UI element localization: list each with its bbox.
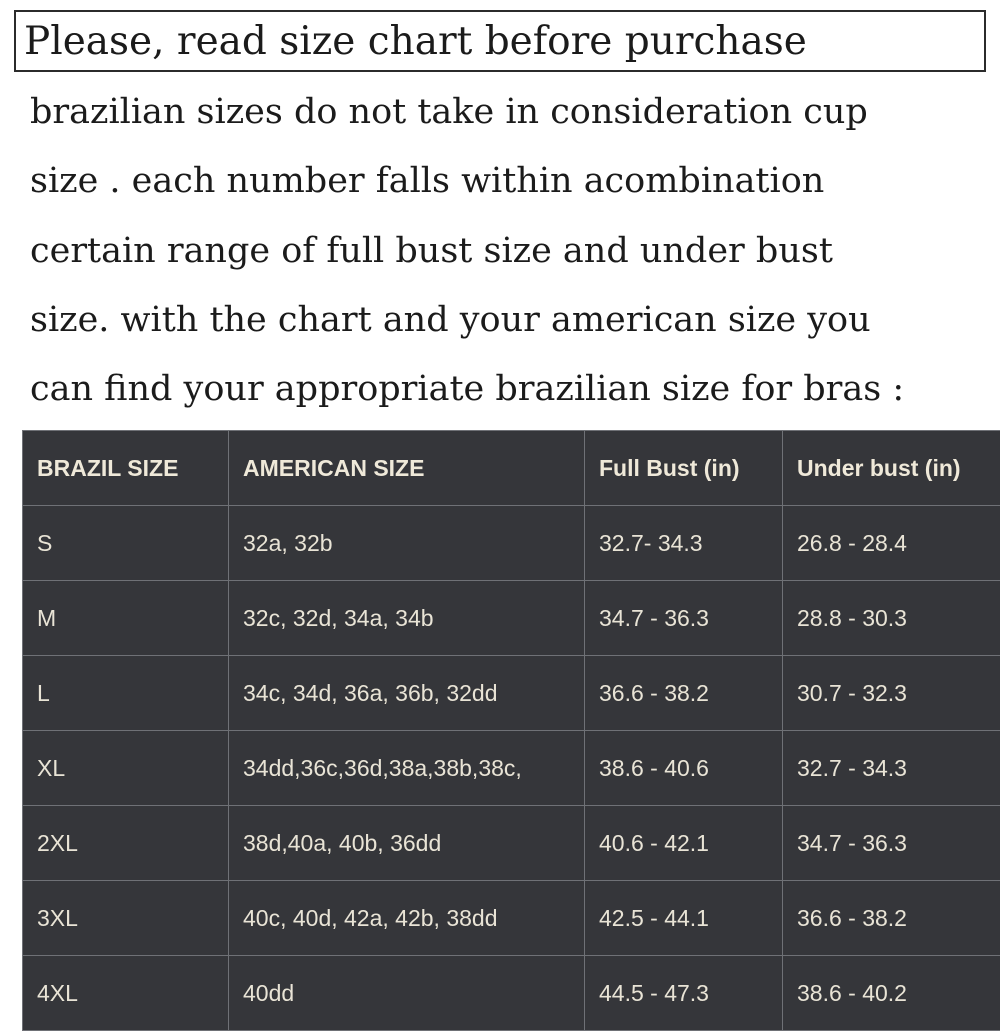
intro-line: can find your appropriate brazilian size for bras : — [30, 355, 984, 424]
intro-paragraph — [12, 76, 988, 424]
intro-line: size. with the chart and your american size you — [30, 286, 984, 355]
table-row — [23, 656, 1000, 731]
cell-brazil-size: 2XL — [23, 806, 229, 881]
cell-full-bust: 32.7- 34.3 — [585, 506, 783, 581]
cell-brazil-size: XL — [23, 731, 229, 806]
cell-american-size: 34dd,36c,36d,38a,38b,38c, — [229, 731, 585, 806]
page-title: Please, read size chart before purchase — [24, 22, 807, 61]
cell-under-bust: 28.8 - 30.3 — [783, 581, 1000, 656]
cell-under-bust: 34.7 - 36.3 — [783, 806, 1000, 881]
table-row — [23, 956, 1000, 1031]
cell-full-bust: 34.7 - 36.3 — [585, 581, 783, 656]
cell-american-size: 40c, 40d, 42a, 42b, 38dd — [229, 881, 585, 956]
table-row — [23, 506, 1000, 581]
cell-brazil-size: S — [23, 506, 229, 581]
cell-full-bust: 40.6 - 42.1 — [585, 806, 783, 881]
column-header-under-bust: Under bust (in) — [783, 431, 1000, 506]
title-banner — [14, 10, 986, 72]
cell-under-bust: 32.7 - 34.3 — [783, 731, 1000, 806]
cell-brazil-size: M — [23, 581, 229, 656]
table-row — [23, 806, 1000, 881]
cell-brazil-size: L — [23, 656, 229, 731]
table-row — [23, 581, 1000, 656]
cell-american-size: 38d,40a, 40b, 36dd — [229, 806, 585, 881]
cell-american-size: 34c, 34d, 36a, 36b, 32dd — [229, 656, 585, 731]
intro-line: certain range of full bust size and under bust — [30, 217, 984, 286]
column-header-full-bust: Full Bust (in) — [585, 431, 783, 506]
cell-brazil-size: 3XL — [23, 881, 229, 956]
cell-under-bust: 30.7 - 32.3 — [783, 656, 1000, 731]
table-header-row — [23, 431, 1000, 506]
column-header-brazil-size: BRAZIL SIZE — [23, 431, 229, 506]
cell-full-bust: 38.6 - 40.6 — [585, 731, 783, 806]
cell-full-bust: 44.5 - 47.3 — [585, 956, 783, 1031]
intro-line: brazilian sizes do not take in consideration cup — [30, 78, 984, 147]
intro-line: size . each number falls within acombination — [30, 147, 984, 216]
cell-under-bust: 36.6 - 38.2 — [783, 881, 1000, 956]
table-row — [23, 881, 1000, 956]
cell-american-size: 32a, 32b — [229, 506, 585, 581]
cell-american-size: 40dd — [229, 956, 585, 1031]
cell-brazil-size: 4XL — [23, 956, 229, 1031]
cell-full-bust: 36.6 - 38.2 — [585, 656, 783, 731]
cell-under-bust: 38.6 - 40.2 — [783, 956, 1000, 1031]
cell-american-size: 32c, 32d, 34a, 34b — [229, 581, 585, 656]
column-header-american-size: AMERICAN SIZE — [229, 431, 585, 506]
table-row — [23, 731, 1000, 806]
cell-under-bust: 26.8 - 28.4 — [783, 506, 1000, 581]
size-chart-table — [22, 430, 1000, 1031]
cell-full-bust: 42.5 - 44.1 — [585, 881, 783, 956]
